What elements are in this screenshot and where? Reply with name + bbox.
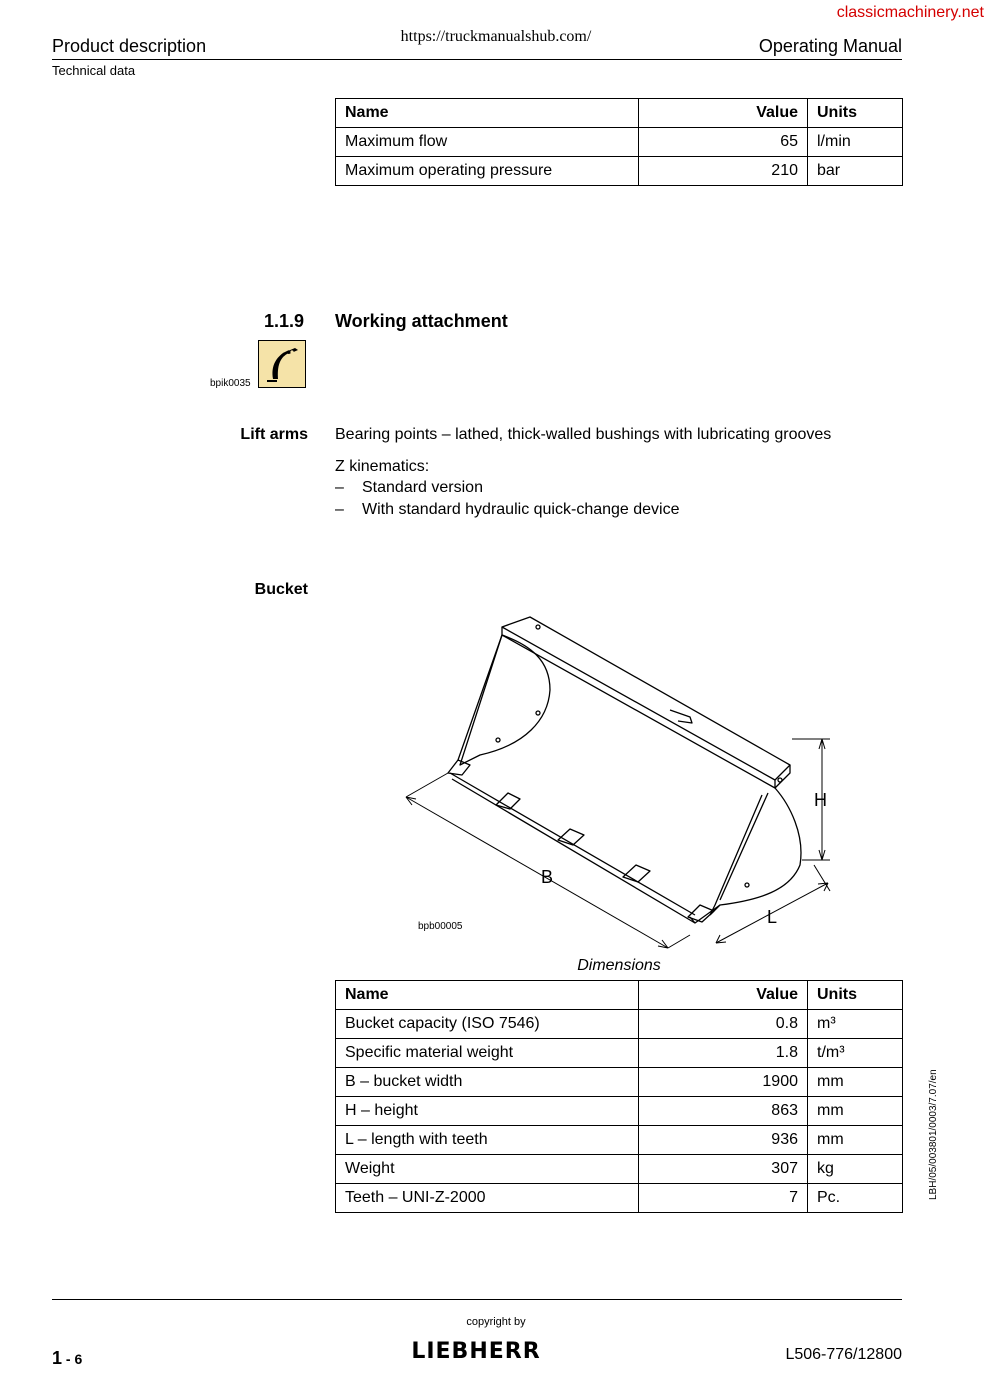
cell-name: H – height — [336, 1097, 639, 1126]
cell-value: 65 — [639, 128, 808, 157]
cell-value: 863 — [639, 1097, 808, 1126]
column-header-units: Units — [808, 981, 903, 1010]
dimension-label-l: L — [767, 907, 778, 927]
list-bullet: – — [335, 479, 344, 496]
list-item: With standard hydraulic quick-change device — [362, 501, 680, 518]
cell-name: Teeth – UNI-Z-2000 — [336, 1184, 639, 1213]
cell-units: mm — [808, 1068, 903, 1097]
bucket-drawing — [390, 605, 850, 955]
dimension-label-h: H — [814, 790, 827, 810]
cell-value: 1900 — [639, 1068, 808, 1097]
lift-arm-icon — [258, 340, 306, 388]
lift-arms-text: Bearing points – lathed, thick-walled bushings with lubricating grooves — [335, 426, 832, 443]
table-row — [336, 1126, 903, 1155]
column-header-value: Value — [639, 981, 808, 1010]
footer-divider — [52, 1299, 902, 1300]
column-header-units: Units — [808, 99, 903, 128]
bucket-label: Bucket — [254, 581, 308, 598]
cell-name: Weight — [336, 1155, 639, 1184]
cell-units: mm — [808, 1097, 903, 1126]
cell-units: mm — [808, 1126, 903, 1155]
cell-value: 7 — [639, 1184, 808, 1213]
column-header-value: Value — [639, 99, 808, 128]
table-row — [336, 1184, 903, 1213]
cell-units: l/min — [808, 128, 903, 157]
cell-name: Maximum operating pressure — [336, 157, 639, 186]
page-minor: 6 — [74, 1351, 83, 1367]
section-title: Working attachment — [335, 311, 508, 331]
figure-code: bpb00005 — [418, 921, 463, 932]
cell-units: kg — [808, 1155, 903, 1184]
document-side-code: LBH/05/003801/0003/7.07/en — [928, 1069, 939, 1200]
page-major: 1 — [52, 1348, 63, 1368]
table-row — [336, 1010, 903, 1039]
column-header-name: Name — [336, 981, 639, 1010]
header-title-right: Operating Manual — [758, 36, 902, 56]
list-item: Standard version — [362, 479, 483, 496]
table-row — [336, 128, 903, 157]
table-row — [336, 1039, 903, 1068]
cell-value: 0.8 — [639, 1010, 808, 1039]
table-header-row — [336, 981, 903, 1010]
page-separator: - — [62, 1351, 75, 1367]
icon-code: bpik0035 — [210, 378, 251, 389]
copyright-text: copyright by — [466, 1316, 526, 1328]
kinematics-label: Z kinematics: — [335, 458, 430, 475]
cell-units: t/m³ — [808, 1039, 903, 1068]
hydraulic-table — [335, 98, 903, 186]
header-subtitle: Technical data — [52, 63, 136, 78]
dimension-label-b: B — [541, 867, 554, 887]
table-row — [336, 1155, 903, 1184]
document-number: L506-776/12800 — [785, 1346, 902, 1363]
liebherr-logo — [398, 1338, 554, 1362]
table-header-row — [336, 99, 903, 128]
watermark: classicmachinery.net — [836, 4, 984, 21]
bucket-table — [335, 980, 903, 1213]
table-row — [336, 157, 903, 186]
cell-units: m³ — [808, 1010, 903, 1039]
header-divider — [52, 59, 902, 60]
cell-name: Maximum flow — [336, 128, 639, 157]
cell-units: bar — [808, 157, 903, 186]
table-row — [336, 1097, 903, 1126]
cell-value: 210 — [639, 157, 808, 186]
cell-value: 307 — [639, 1155, 808, 1184]
cell-units: Pc. — [808, 1184, 903, 1213]
cell-name: B – bucket width — [336, 1068, 639, 1097]
logo-text: LIEBHERR — [411, 1339, 541, 1362]
figure-caption: Dimensions — [577, 957, 661, 974]
cell-name: Bucket capacity (ISO 7546) — [336, 1010, 639, 1039]
cell-value: 1.8 — [639, 1039, 808, 1068]
section-number: 1.1.9 — [264, 311, 305, 331]
cell-name: Specific material weight — [336, 1039, 639, 1068]
lift-arms-label: Lift arms — [240, 426, 308, 443]
cell-name: L – length with teeth — [336, 1126, 639, 1155]
source-url[interactable]: https://truckmanualshub.com/ — [400, 28, 592, 45]
cell-value: 936 — [639, 1126, 808, 1155]
table-row — [336, 1068, 903, 1097]
header-title-left: Product description — [52, 36, 207, 56]
column-header-name: Name — [336, 99, 639, 128]
list-bullet: – — [335, 501, 344, 518]
page-number — [52, 1348, 82, 1369]
